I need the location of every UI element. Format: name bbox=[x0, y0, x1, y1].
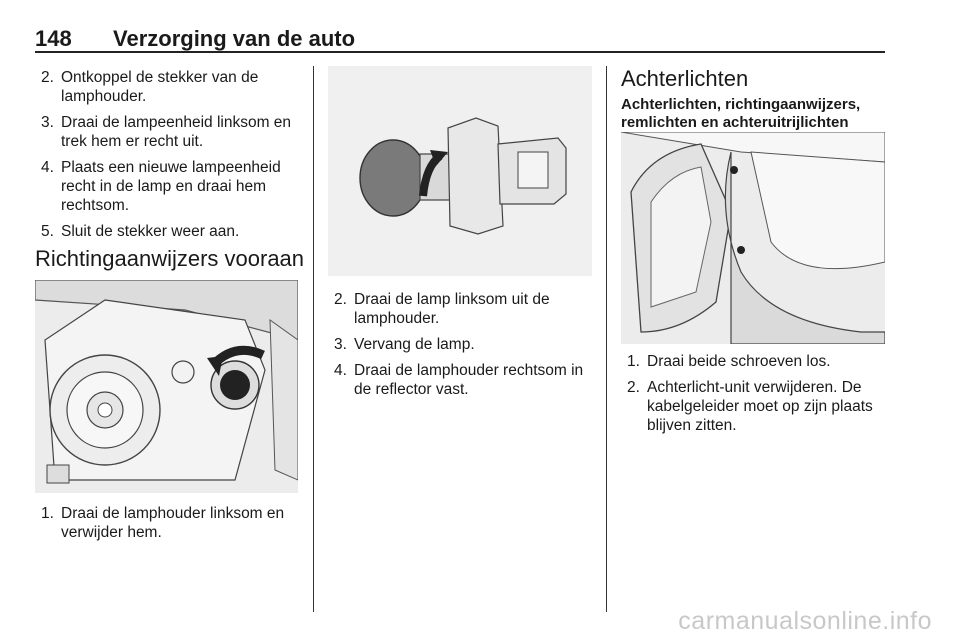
list-item: 2. Achterlicht-unit verwijderen. De kabelgeleider moet op zijn plaats blijven zitten. bbox=[627, 379, 873, 434]
page-number: 148 bbox=[35, 26, 72, 51]
headlamp-illustration bbox=[35, 280, 298, 493]
figure-bulb-holder bbox=[328, 66, 592, 276]
figure-rear-light bbox=[621, 132, 885, 344]
section-heading-front-indicators: Richtingaanwijzers vooraan bbox=[35, 246, 305, 271]
list-item: 2. Ontkoppel de stekker van de lamphouder. bbox=[41, 69, 259, 105]
list-item: 5. Sluit de stekker weer aan. bbox=[41, 223, 240, 240]
list-item: 3. Vervang de lamp. bbox=[334, 336, 475, 353]
header-rule bbox=[35, 51, 885, 53]
steps-list-bottom bbox=[35, 504, 303, 549]
watermark: carmanualsonline.info bbox=[678, 607, 932, 635]
list-item: 4. Plaats een nieuwe lampeenheid recht in de lamp en draai hem rechtsom. bbox=[41, 159, 281, 214]
steps-list-top bbox=[35, 68, 303, 248]
chapter-title: Verzorging van de auto bbox=[113, 26, 356, 51]
column-divider-1 bbox=[313, 66, 314, 612]
steps-list-col2 bbox=[328, 290, 598, 406]
list-item: 4. Draai de lamphouder rechtsom in de reflector vast. bbox=[334, 362, 584, 398]
list-item: 1. Draai beide schroeven los. bbox=[627, 353, 831, 370]
steps-list-col3 bbox=[621, 352, 889, 442]
bulb-holder-illustration bbox=[328, 66, 592, 276]
list-item: 2. Draai de lamp linksom uit de lamphouder. bbox=[334, 291, 550, 327]
section-heading-rear-lights: Achterlichten bbox=[621, 66, 749, 91]
subheading-rear-lights: Achterlichten, richtingaanwijzers, remlichten en achteruitrijlichten bbox=[621, 96, 861, 131]
list-item: 3. Draai de lampeenheid linksom en trek hem er recht uit. bbox=[41, 114, 292, 150]
rear-light-illustration bbox=[621, 132, 885, 344]
figure-front-indicator bbox=[35, 280, 298, 493]
column-divider-2 bbox=[606, 66, 607, 612]
list-item: 1. Draai de lamphouder linksom en verwijder hem. bbox=[41, 505, 285, 541]
